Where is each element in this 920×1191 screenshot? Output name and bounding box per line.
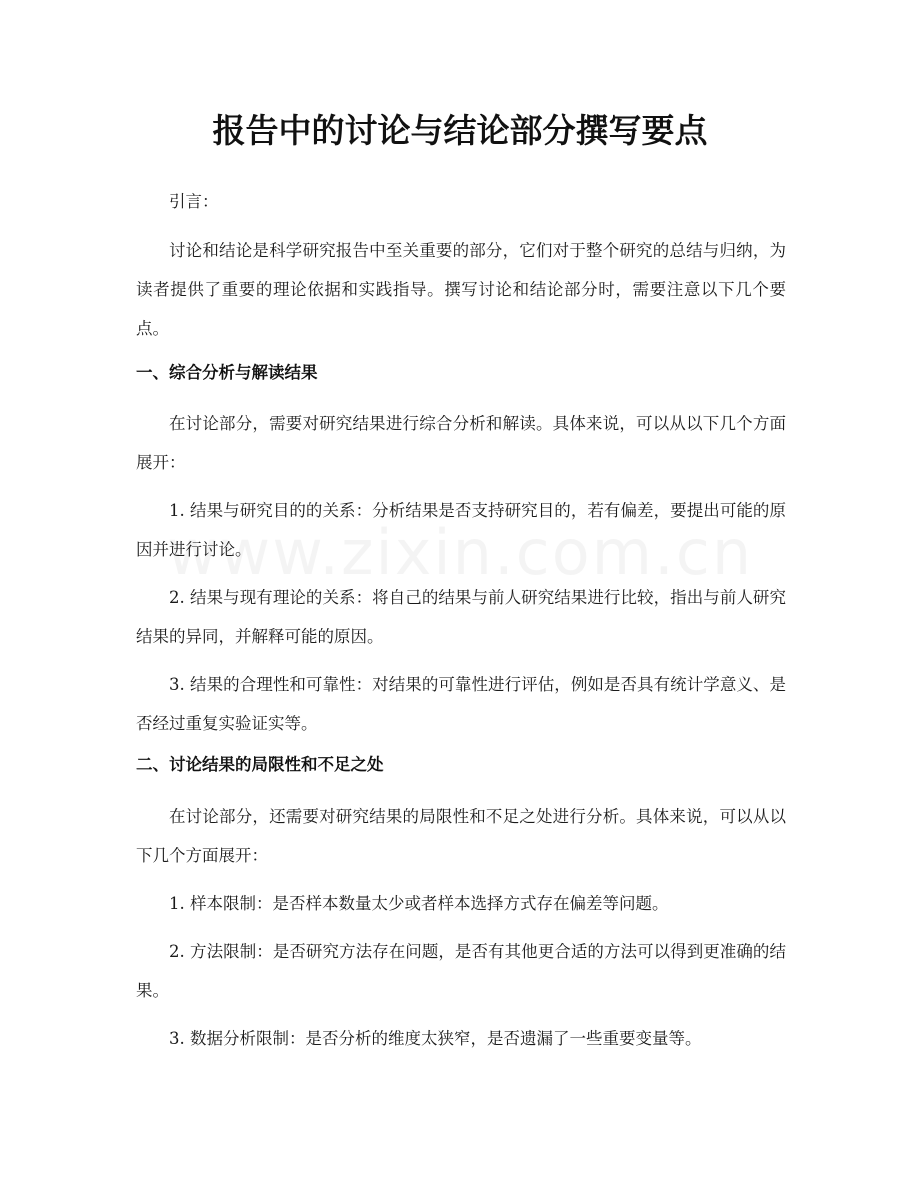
intro-paragraph: 讨论和结论是科学研究报告中至关重要的部分，它们对于整个研究的总结与归纳，为读者提供了重要的理论依据和实践指导。撰写讨论和结论部分时，需要注意以下几个要点。 — [136, 241, 786, 338]
section-heading: 二、讨论结果的局限性和不足之处 — [136, 755, 384, 774]
section-heading: 一、综合分析与解读结果 — [136, 363, 318, 382]
intro-label: 引言： — [169, 192, 219, 211]
list-item: 3. 结果的合理性和可靠性：对结果的可靠性进行评估，例如是否具有统计学意义、是否经过重复实验证实等。 — [136, 675, 786, 733]
section-lead-paragraph: 在讨论部分，还需要对研究结果的局限性和不足之处进行分析。具体来说，可以从以下几个方面展开： — [136, 807, 786, 865]
section-lead-paragraph: 在讨论部分，需要对研究结果进行综合分析和解读。具体来说，可以从以下几个方面展开： — [136, 414, 786, 472]
list-item: 2. 方法限制：是否研究方法存在问题，是否有其他更合适的方法可以得到更准确的结果。 — [136, 942, 786, 1000]
list-item: 2. 结果与现有理论的关系：将自己的结果与前人研究结果进行比较，指出与前人研究结果的异同，并解释可能的原因。 — [136, 588, 786, 646]
list-item: 3. 数据分析限制：是否分析的维度太狭窄，是否遗漏了一些重要变量等。 — [169, 1029, 702, 1048]
list-item: 1. 样本限制：是否样本数量太少或者样本选择方式存在偏差等问题。 — [169, 894, 669, 913]
list-item: 1. 结果与研究目的的关系：分析结果是否支持研究目的，若有偏差，要提出可能的原因并进行讨论。 — [136, 501, 786, 559]
page-title: 报告中的讨论与结论部分撰写要点 — [212, 111, 708, 150]
